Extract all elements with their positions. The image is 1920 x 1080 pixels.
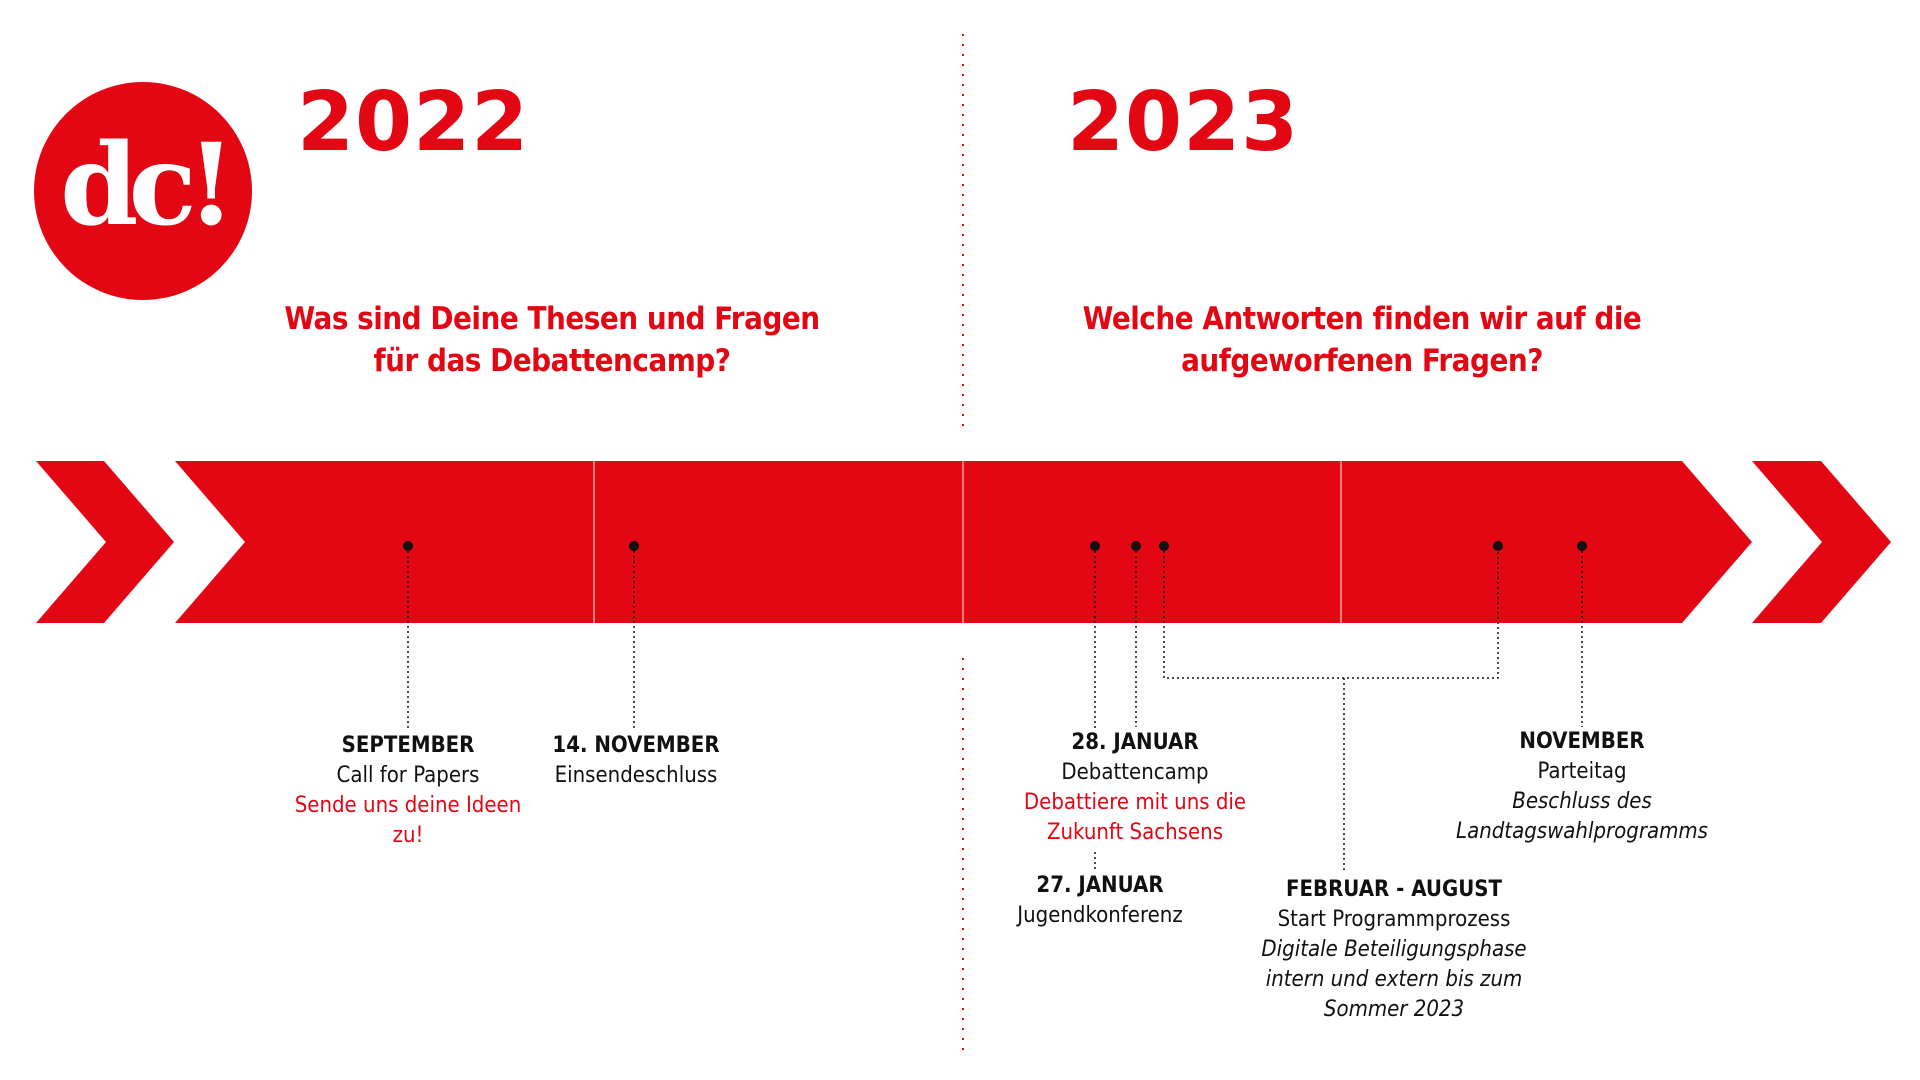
event-februar-august-title: Start Programmprozess	[1277, 907, 1511, 932]
event-september-date: SEPTEMBER	[341, 733, 475, 758]
event-28-januar-date: 28. JANUAR	[1071, 730, 1199, 755]
event-februar-august-note-1: Digitale Beteiligungsphase	[1261, 937, 1527, 962]
end-chevron	[1752, 461, 1891, 623]
event-28-januar	[1000, 728, 1270, 848]
heading-right-line-2: aufgeworfenen Fragen?	[1181, 343, 1543, 379]
dot-28-januar	[1131, 541, 1141, 551]
event-28-januar-note-2: Zukunft Sachsens	[1046, 820, 1224, 845]
event-september-note-1: Sende uns deine Ideen	[294, 793, 522, 818]
event-november-title: Parteitag	[1537, 759, 1627, 784]
event-28-januar-title: Debattencamp	[1061, 760, 1209, 785]
event-februar-august-date: FEBRUAR - AUGUST	[1285, 877, 1503, 902]
event-14-november	[508, 731, 764, 791]
event-27-januar-title: Jugendkonferenz	[1017, 903, 1183, 928]
event-28-januar-note-1: Debattiere mit uns die	[1023, 790, 1247, 815]
dot-september	[403, 541, 413, 551]
event-februar-august-note-3: Sommer 2023	[1323, 997, 1465, 1022]
event-november-note-2: Landtagswahlprogramms	[1456, 819, 1708, 844]
dot-27-januar	[1090, 541, 1100, 551]
event-november-note-1: Beschluss des	[1512, 789, 1652, 814]
year-2022: 2022	[297, 75, 530, 170]
heading-left-line-2: für das Debattencamp?	[373, 343, 731, 379]
event-februar-august	[1234, 875, 1554, 1025]
dot-november	[1577, 541, 1587, 551]
heading-right-line-1: Welche Antworten finden wir auf die	[1082, 301, 1642, 337]
event-november	[1422, 727, 1742, 847]
year-2023: 2023	[1067, 75, 1300, 170]
event-14-november-date: 14. NOVEMBER	[552, 733, 720, 758]
logo-text: dc!	[60, 120, 226, 251]
start-chevron	[36, 461, 174, 623]
event-27-januar	[980, 871, 1220, 931]
dot-14-november	[629, 541, 639, 551]
event-november-date: NOVEMBER	[1519, 729, 1645, 754]
event-27-januar-date: 27. JANUAR	[1036, 873, 1164, 898]
event-september-title: Call for Papers	[336, 763, 480, 788]
event-februar-august-note-2: intern und extern bis zum	[1265, 967, 1523, 992]
event-september-note-2: zu!	[392, 823, 424, 848]
dot-februar	[1159, 541, 1169, 551]
dot-august	[1493, 541, 1503, 551]
heading-left-line-1: Was sind Deine Thesen und Fragen	[284, 301, 820, 337]
event-14-november-title: Einsendeschluss	[554, 763, 718, 788]
